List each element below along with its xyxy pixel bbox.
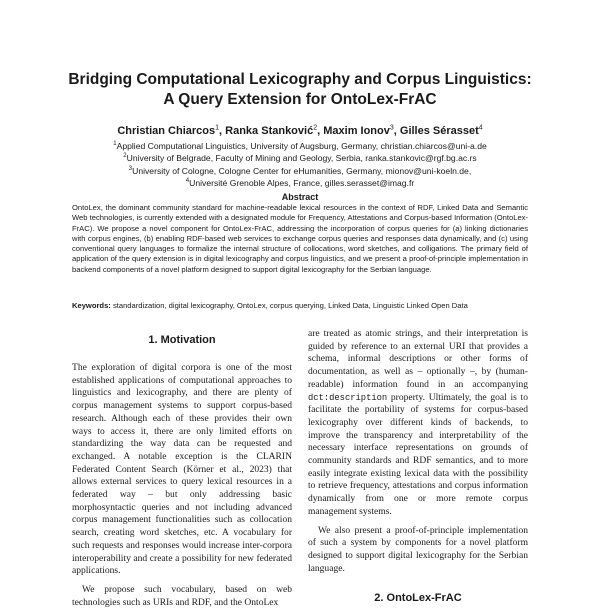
paragraph: are treated as atomic strings, and their interpretation is guided by reference to an external URI that provides a schema, informal descriptions or other forms of documentation, as well as – optionally –, by (human-readable) information found in an accompanying dct:description property. Ultimately, the goal is to facilitate the portability of systems for corpus-based lexicography over different kinds of backends, to improve the transparency and interpretability of the necessary interface representations on grounds of community standards and RDF semantics, and to more easily integrate existing lexical data with the possibility to retrieve frequency, attestations and corpus information dynamically from one or more remote corpus management systems.: [308, 328, 528, 517]
code-term: dct:description: [308, 392, 388, 403]
abstract-heading: Abstract: [281, 192, 319, 202]
author: Gilles Sérasset$^4$: [399, 124, 483, 137]
author: Ranka Stanković$^2$,: [225, 124, 324, 137]
author: Maxim Ionov$^3$,: [323, 124, 400, 137]
affiliation: $^1$Applied Computational Linguistics, University of Augsburg, Germany, christian.chiarcos@uni-a.de: [113, 140, 487, 151]
paragraph: We also present a proof-of-principle implementation of such a system by components for a novel platform designed to support digital lexicography for the Serbian language.: [308, 524, 528, 574]
paper-title: [0, 70, 600, 110]
right-column: [308, 328, 528, 575]
section-heading-motivation: 1. Motivation: [148, 334, 216, 346]
keywords: [72, 301, 528, 311]
title-line-2: A Query Extension for OntoLex-FrAC: [163, 91, 437, 108]
title-line-1: Bridging Computational Lexicography and Corpus Linguistics:: [68, 71, 532, 88]
affiliation-list: [0, 139, 600, 189]
keywords-text: standardization, digital lexicography, OntoLex, corpus querying, Linked Data, Linguistic Linked Open Data: [112, 301, 468, 310]
affiliation: $^2$University of Belgrade, Faculty of Mining and Geology, Serbia, ranka.stankovic@rgf.bg.ac.rs: [123, 153, 477, 164]
author-list: [0, 124, 600, 137]
section-heading-ontolex-frac: 2. OntoLex-FrAC: [374, 592, 462, 604]
affiliation: $^3$University of Cologne, Cologne Center for eHumanities, Germany, mionov@uni-koeln.de,: [128, 165, 472, 176]
affiliation: $^4$Université Grenoble Alpes, France, gilles.serasset@imag.fr: [185, 178, 415, 189]
left-column: [72, 362, 292, 609]
paragraph: The exploration of digital corpora is one of the most established applications of computational approaches to linguistics and lexicography, and there are plenty of corpus management systems to support corpus-based research. Although each of these provides their own ways to access it, there are only limited efforts on standardizing the way data can be requested and exchanged. A notable exception is the CLARIN Federated Content Search (Körner et al., 2023) that allows external services to query lexical resources in a federated way – but only addressing basic morphosyntactic queries and not including advanced corpus management functionalities such as collocation search, creating word sketches, etc. A vocabulary for such requests and responses would increase inter-corpora interoperability and create a possibility for new federated applications.: [72, 362, 292, 577]
abstract-text: OntoLex, the dominant community standard for machine-readable lexical resources in the context of RDF, Linked Data and Semantic Web technologies, is currently extended with a designated module for Frequency, Attestations and Corpus-based Information (OntoLex-FrAC). We propose a novel component for OntoLex-FrAC, addressing the incorporation of corpus queries for (a) linking dictionaries with corpus engines, (b) enabling RDF-based web services to exchange corpus queries and responses data dynamically, and (c) using conventional query languages to formalize the internal structure of collocations, word sketches, and colligations. The primary field of application of the query extension is in digital lexicography and corpus linguistics, and we present a proof-of-principle implementation in backend components of a novel platform designed to support digital lexicography for the Serbian language.: [72, 203, 528, 274]
paragraph: We propose such vocabulary, based on web technologies such as URIs and RDF, and the OntoLex: [72, 583, 292, 608]
keywords-label: Keywords:: [72, 301, 111, 310]
author: Christian Chiarcos$^1$,: [117, 124, 226, 137]
